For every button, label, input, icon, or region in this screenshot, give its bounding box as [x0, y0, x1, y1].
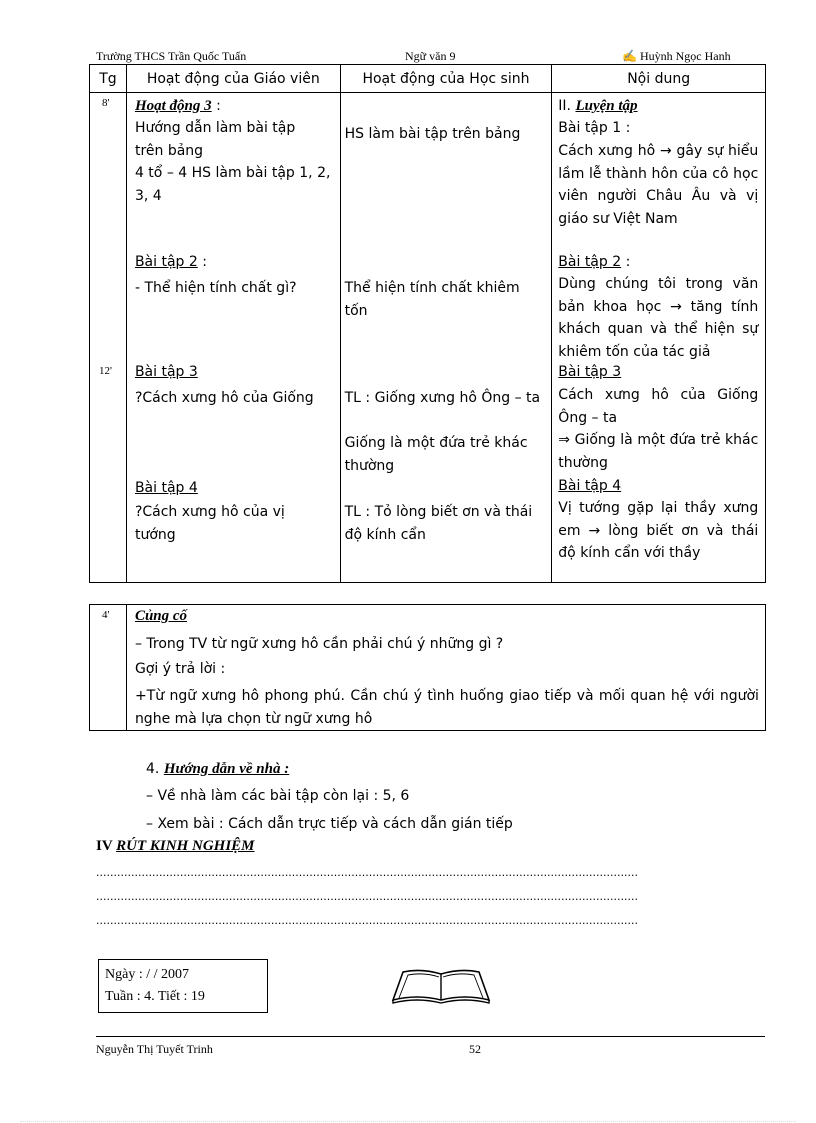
col-header-nd: Nội dung	[552, 65, 766, 93]
rkn-line-1: ...........................................................................................................................................................	[96, 866, 638, 879]
open-book-icon	[389, 964, 493, 1006]
gv-bt2-title: Bài tập 2	[134, 254, 198, 270]
cungco-content-cell	[126, 605, 765, 731]
rkn-line-3: ...........................................................................................................................................................	[96, 914, 638, 927]
nd-bt3-text2: ⇒ Giống là một đứa trẻ khác thường	[558, 432, 759, 471]
time-8: 8'	[102, 97, 110, 109]
gv-bt2-question: - Thể hiện tính chất gì?	[134, 280, 297, 296]
footer-author: Nguyễn Thị Tuyết Trinh	[96, 1042, 213, 1056]
table-body-row	[90, 93, 766, 583]
pen-icon: ✍	[622, 49, 637, 63]
hs-answer-2: Thể hiện tính chất khiêm tốn	[344, 280, 520, 319]
gv-bt4-question: ?Cách xưng hô của vị tướng	[134, 504, 285, 543]
gv-bt2-suffix: :	[197, 254, 207, 270]
cungco-table	[89, 604, 766, 731]
col-header-hs: Hoạt động của Học sinh	[340, 65, 552, 93]
rkn-heading	[96, 838, 255, 855]
nd-bt2-title: Bài tập 2	[558, 254, 622, 270]
nd-section-title: Luyện tập	[575, 98, 638, 114]
footer-rule	[96, 1036, 765, 1037]
hd3-suffix: :	[211, 98, 221, 114]
nd-bt1-text: Cách xưng hô → gây sự hiểu lầm lễ thành hôn của cô học viên người Châu Âu và vị giáo sư Việt Nam	[558, 143, 759, 227]
gv-bt3-title: Bài tập 3	[134, 364, 198, 380]
rkn-title: RÚT KINH NGHIỆM	[116, 838, 255, 854]
gv-bt2-heading	[135, 251, 207, 274]
gv-guide: Hướng dẫn làm bài tập trên bảng	[134, 120, 296, 159]
nd-bt3-title: Bài tập 3	[558, 364, 622, 380]
hs-answer-4: TL : Tỏ lòng biết ơn và thái độ kính cẩn	[344, 504, 533, 543]
cungco-hint: Gợi ý trả lời :	[134, 661, 226, 677]
teacher-header	[622, 49, 731, 64]
nd-bt4-text: Vị tướng gặp lại thầy xưng em → lòng biết ơn và thái độ kính cẩn với thầy	[558, 500, 759, 561]
hs-answer-3b: Giống là một đứa trẻ khác thường	[344, 435, 528, 474]
col-header-tg: Tg	[90, 65, 127, 93]
rkn-line-2: ...........................................................................................................................................................	[96, 890, 638, 903]
lesson-table	[89, 64, 766, 583]
nd-section-heading	[558, 95, 637, 118]
table-header-row	[90, 65, 766, 93]
gv-groups: 4 tổ – 4 HS làm bài tập 1, 2, 3, 4	[134, 165, 331, 204]
nd-bt1-title: Bài tập 1 :	[558, 120, 631, 136]
cungco-title: Củng cố	[134, 608, 188, 624]
nd-bt2-heading	[558, 251, 630, 274]
hs-answer-3: TL : Giống xưng hô Ông – ta	[344, 390, 541, 406]
hs-answer-1: HS làm bài tập trên bảng	[344, 126, 521, 142]
time-cell	[90, 93, 127, 583]
hs-cell	[340, 93, 552, 583]
homework-item-2: – Xem bài : Cách dẫn trực tiếp và cách dẫn gián tiếp	[146, 816, 513, 832]
hd3-heading	[135, 95, 335, 118]
cungco-time: 4'	[102, 609, 110, 621]
gv-bt4-title: Bài tập 4	[134, 480, 198, 496]
rkn-num: IV	[96, 838, 113, 854]
gv-bt3-question: ?Cách xưng hô của Giống	[134, 390, 314, 406]
school-name: Trường THCS Trần Quốc Tuấn	[96, 49, 247, 63]
nd-cell	[552, 93, 766, 583]
homework-item-1: – Về nhà làm các bài tập còn lại : 5, 6	[146, 788, 410, 804]
time-12: 12'	[99, 365, 112, 377]
date-box	[98, 959, 268, 1013]
date-line: Ngày : / / 2007	[105, 967, 189, 982]
gv-cell	[126, 93, 340, 583]
page-edge-guide	[20, 1121, 796, 1122]
nd-section-num: II.	[558, 98, 572, 114]
col-header-gv: Hoạt động của Giáo viên	[126, 65, 340, 93]
cungco-answer: +Từ ngữ xưng hô phong phú. Cần chú ý tình huống giao tiếp và mối quan hệ với người nghe mà lựa chọn từ ngữ xưng hô	[134, 688, 759, 727]
nd-bt4-title: Bài tập 4	[558, 478, 622, 494]
subject-name: Ngữ văn 9	[405, 49, 456, 63]
nd-bt2-suffix: :	[621, 254, 631, 270]
week-line: Tuần : 4. Tiết : 19	[105, 989, 205, 1004]
homework-title: Hướng dẫn về nhà :	[163, 761, 290, 777]
hd3-title: Hoạt động 3	[134, 98, 212, 114]
cungco-time-cell	[90, 605, 127, 731]
page-number: 52	[469, 1042, 481, 1056]
teacher-name: Huỳnh Ngọc Hanh	[639, 49, 731, 63]
homework-heading	[146, 758, 289, 781]
homework-num: 4.	[146, 761, 160, 777]
nd-bt3-text1: Cách xưng hô của Giống Ông – ta	[558, 387, 759, 426]
nd-bt2-text: Dùng chúng tôi trong văn bản khoa học → tăng tính khách quan và thể hiện sự khiêm tốn của tác giả	[558, 276, 759, 360]
cungco-question: – Trong TV từ ngữ xưng hô cần phải chú ý những gì ?	[134, 636, 504, 652]
